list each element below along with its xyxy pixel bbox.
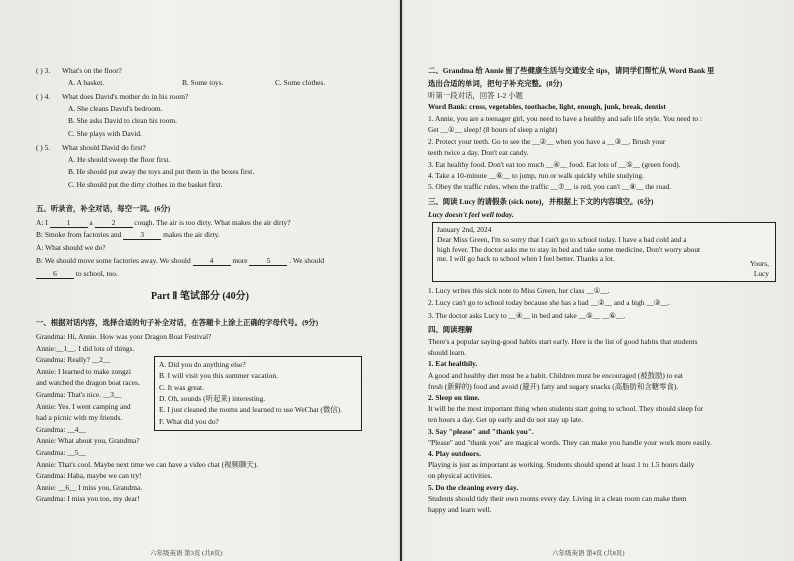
answer-option: A. She cleans David's bedroom.: [68, 104, 163, 113]
answer-option: C. She plays with David.: [68, 128, 142, 138]
dialogue-line: and watched the dragon boat races.: [36, 378, 140, 388]
answer-option: C. Some clothes.: [275, 78, 326, 87]
tip-line: Get __①__ sleep! (8 hours of sleep a night): [428, 125, 558, 135]
dialogue-line: [36, 243, 106, 252]
section5-title: 五、听录音，补全对话，每空一词。(6分): [36, 204, 171, 213]
answer-option: B. He should put away the toys and put them in the boxes first.: [68, 167, 255, 177]
line-text: more: [232, 256, 248, 265]
dialogue-line: [36, 218, 290, 228]
section4-title: 四、阅读理解: [428, 325, 473, 334]
dialogue-line: [36, 256, 324, 266]
answer-blank[interactable]: 3: [123, 230, 161, 240]
reading-text: A good and healthy diet must be a habit. Children must be encouraged (被鼓励) to eat: [428, 370, 683, 380]
section3-subtitle: Lucy doesn't feel well today.: [428, 210, 514, 219]
line-text: B: Smoke from factories and: [36, 230, 122, 239]
reading-text: "Please" and "thank you" are magical words. They can make you handle your work more easily.: [428, 437, 712, 447]
reading-text: ten hours a day. Get up early and do not stay up late.: [428, 415, 584, 425]
fill-question: 1. Lucy writes this sick note to Miss Green, her class __①__.: [428, 286, 610, 295]
dialogue-line: Grandma: Hi, Annie. How was your Dragon Boat Festival?: [36, 332, 212, 341]
section2-title-cont: 选出合适的单词，把句子补充完整。(8分): [428, 79, 563, 88]
dialogue-line: Grandma: __4__: [36, 424, 86, 434]
line-text: makes the air dirty.: [163, 230, 220, 239]
reading-heading: 1. Eat healthily.: [428, 359, 478, 369]
line-text: A: I: [36, 218, 48, 227]
reading-text: There's a popular saying-good habits start early. Here is the list of good habits that students: [428, 337, 698, 346]
dialogue-line: Grandma: __5__: [36, 448, 86, 457]
note-line: high fever. The doctor asks me to stay in bed and take some medicine, Don't worry about: [437, 244, 701, 254]
line-text: . We should: [289, 256, 325, 265]
line-text: a: [89, 218, 93, 227]
page-footer: 六年级英语 第3页 (共8页): [150, 550, 223, 557]
question-text: What's on the floor?: [62, 66, 122, 75]
reading-heading: 2. Sleep on time.: [428, 393, 480, 402]
line-text: cough. The air is too dirty. What makes the air dirty?: [134, 218, 291, 227]
question-text: What should David do first?: [62, 142, 146, 152]
reading-text: Students should tidy their own rooms every day. Living in a clean room can make them: [428, 493, 687, 503]
reading-text: happy and learn well.: [428, 505, 492, 514]
answer-blank[interactable]: 1: [50, 218, 88, 228]
options-box: [154, 356, 362, 431]
page-footer: 六年级英语 第4页 (共8页): [552, 550, 625, 557]
question-number: ( ) 4.: [36, 92, 51, 101]
tip-line: 5. Obey the traffic rules, when the traffic __⑦__ is red, you can't __⑧__ the road.: [428, 182, 672, 192]
right-page: [402, 0, 794, 561]
question-number: ( ) 5.: [36, 142, 51, 152]
section2-note: 听第一段对话，回答 1-2 小题: [428, 91, 523, 100]
note-line: me. I will go back to school when I feel better. Thanks a lot.: [437, 254, 615, 263]
dialogue-line: Annie: __6__ I miss you, Grandma.: [36, 482, 143, 492]
note-date: January 2nd, 2024: [437, 225, 492, 234]
reading-text: on physical activities.: [428, 471, 493, 481]
answer-blank[interactable]: 2: [95, 218, 133, 228]
dialogue-line: [36, 269, 118, 279]
option-choice: F. What did you do?: [159, 416, 219, 426]
dialogue-line: Annie:__1__. I did lots of things.: [36, 343, 135, 353]
tip-line: 1. Annie, you are a teenager girl, you need to have a healthy and safe life style. You need to :: [428, 114, 702, 123]
page-edge: [398, 0, 400, 561]
reading-text: should learn.: [428, 348, 467, 358]
reading-heading: 4. Play outdoors.: [428, 449, 481, 458]
answer-option: B. Some toys.: [182, 78, 224, 87]
answer-blank[interactable]: 6: [36, 269, 74, 279]
tip-line: 2. Protect your teeth. Go to see the __②__ when you have a __③__. Brush your: [428, 136, 666, 146]
word-bank: Word Bank: cross, vegetables, toothache, light, enough, junk, break, dentist: [428, 102, 666, 111]
part2-title: Part Ⅱ 笔试部分 (40分): [151, 291, 249, 302]
fill-question: 3. The doctor asks Lucy to __④__ in bed and take __⑤__ __⑥__.: [428, 310, 626, 320]
dialogue-line: Grandma: I miss you too, my dear!: [36, 494, 140, 504]
reading-text: It will be the most important thing when students start going to school. They should sleep for: [428, 404, 704, 414]
dialogue-line: Annie: I learned to make zongzi: [36, 366, 132, 376]
option-choice: B. I will visit you this summer vacation.: [159, 371, 278, 381]
answer-option: A. A basket.: [68, 78, 105, 87]
note-closing: Yours,: [749, 259, 769, 268]
option-choice: C. It was great.: [159, 382, 204, 392]
line-text: B: We should move some factories away. We should: [36, 256, 191, 265]
note-signature: Lucy: [753, 269, 769, 278]
option-choice: E. I just cleaned the rooms and learned to use WeChat (微信).: [159, 405, 342, 415]
answer-option: B. She asks David to clean his room.: [68, 116, 177, 126]
dialogue-line: Grandma: Really? __2__: [36, 355, 111, 365]
answer-option: C. He should put the dirty clothes in the basket first.: [68, 179, 223, 189]
reading-heading: 3. Say "please" and "thank you".: [428, 426, 534, 436]
line-text: to school, too.: [75, 269, 118, 278]
tip-line: teeth twice a day. Don't eat candy.: [428, 148, 529, 158]
section2-title: 二、Grandma 给 Annie 留了些健康生活与交通安全 tips，请同学们帮忙从 Word Bank 里: [428, 66, 715, 75]
section3-title: 三、阅读 Lucy 的请假条 (sick note)，并根据上下文的内容填空。(6分): [428, 197, 654, 206]
dialogue-line: Grandma: That's nice. __3__: [36, 390, 122, 399]
line-text: A: What should we do?: [36, 243, 106, 252]
dialogue-line: Annie: Yes. I went camping and: [36, 401, 131, 411]
option-choice: A. Did you do anything else?: [159, 360, 246, 369]
page-edge: [402, 0, 404, 561]
section1-title: 一、根据对话内容，选择合适的句子补全对话，在答题卡上涂上正确的字母代号。(9分): [36, 318, 319, 327]
answer-blank[interactable]: 4: [193, 256, 231, 266]
sick-note: [432, 222, 776, 282]
answer-option: A. He should sweep the floor first.: [68, 154, 171, 164]
tip-line: 3. Eat healthy food. Don't eat too much __④__ food. Eat lots of __⑤__ (green food).: [428, 159, 681, 169]
answer-blank[interactable]: 5: [249, 256, 287, 266]
question-text: What does David's mother do in his room?: [62, 92, 189, 101]
fill-question: 2. Lucy can't go to school today because she has a bad __②__ and a high __③__.: [428, 298, 670, 308]
reading-text: Playing is just as important as working. Students should spend at least 1 to 1.5 hours daily: [428, 460, 695, 470]
question-number: ( ) 3.: [36, 66, 51, 75]
dialogue-line: Annie: What about you, Grandma?: [36, 436, 140, 446]
reading-text: fresh (新鲜的) food and avoid (避开) fatty and sugary snacks (高脂肪和含糖零食).: [428, 381, 679, 391]
reading-heading: 5. Do the cleaning every day.: [428, 482, 519, 492]
dialogue-line: Grandma: Haha, maybe we can try!: [36, 471, 142, 481]
note-line: Dear Miss Green, I'm so sorry that I can't go to school today. I have a bad cold and a: [437, 235, 687, 244]
option-choice: D. Oh, sounds (听起来) interesting.: [159, 393, 266, 403]
tip-line: 4. Take a 10-minute __⑥__ to jump, run or walk quickly while studying.: [428, 171, 644, 180]
dialogue-line: [36, 230, 220, 240]
dialogue-line: had a picnic with my friends.: [36, 413, 123, 423]
dialogue-line: Annie: That's cool. Maybe next time we can have a video chat (视频聊天).: [36, 459, 259, 469]
